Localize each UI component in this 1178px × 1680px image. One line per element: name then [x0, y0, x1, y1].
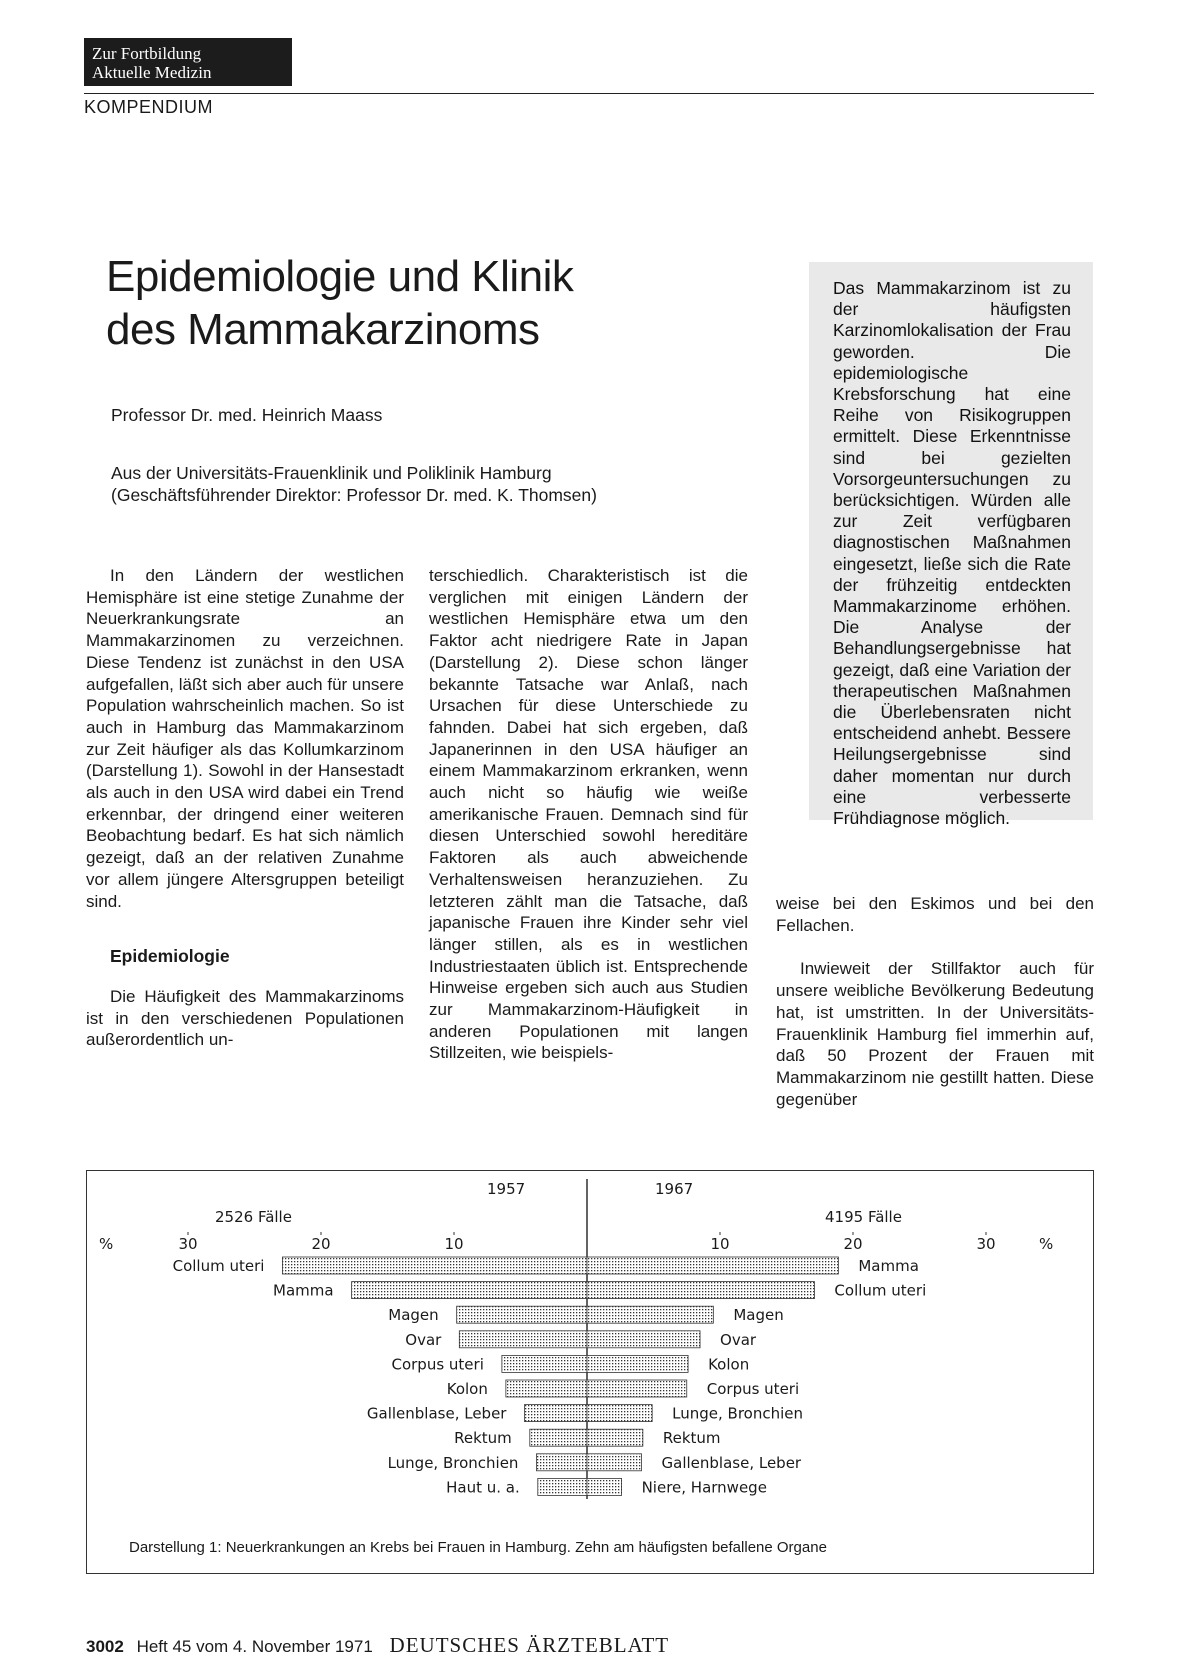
category-label-1957: Rektum	[454, 1429, 512, 1448]
category-label-1967: Kolon	[708, 1355, 750, 1374]
axis-tick-label: 10	[710, 1235, 730, 1253]
article-title	[106, 250, 726, 356]
bar-1957	[459, 1331, 587, 1348]
cases-label-left: 2526 Fälle	[215, 1208, 292, 1226]
category-label-1957: Collum uteri	[172, 1257, 265, 1275]
bar-1957	[530, 1429, 587, 1446]
affiliation-line-1: Aus der Universitäts-Frauenklinik und Poliklinik Hamburg	[111, 463, 552, 483]
paragraph: In den Ländern der westlichen Hemisphäre ist eine stetige Zunahme der Neuerkrankungsrate an Mammakarzinomen zu verzeichnen. Diese Tendenz ist zunächst in den USA aufgefallen, läßt sich aber auch für unsere Population wahrscheinlich machen. So ist auch in Hamburg das Mammakarzinom zur Zeit häufiger als das Kollumkarzinom (Darstellung 1). Sowohl in der Hansestadt als auch in den USA wird dabei ein Trend erkennbar, der dringend einer weiteren Beobachtung bedarf. Es hat sich nämlich gezeigt, daß an der relativen Zunahme vor allem jüngere Altersgruppen beteiligt sind.	[86, 566, 404, 911]
cases-label-right: 4195 Fälle	[825, 1208, 902, 1226]
bar-1957	[502, 1355, 587, 1372]
body-column-2	[429, 565, 748, 1064]
bar-1967	[587, 1429, 643, 1446]
paragraph: weise bei den Eskimos und bei den Fellachen.	[776, 894, 1094, 935]
paragraph: terschiedlich. Charakteristisch ist die verglichen mit einigen Ländern der westlichen Hemisphäre etwa um den Faktor acht niedrigere Rate in Japan (Darstellung 2). Diese schon länger bekannte Tatsache war Anlaß, nach Ursachen für diese Unterschiede zu fahnden. Dabei hat sich ergeben, daß Japanerinnen in den USA häufiger an einem Mammakarzinom erkranken, wenn auch nicht so häufig wie weiße amerikanische Frauen. Demnach sind für diesen Unterschied sowohl hereditäre Faktoren als auch abweichende Verhaltensweisen heranzuziehen. Zu letzteren zählt man die Tatsache, daß japanische Frauen ihre Kinder sehr viel länger stillen, als es in westlichen Industriestaaten üblich ist. Entsprechende Hinweise ergeben sich auch aus Studien zur Mammakarzinom-Häufigkeit in anderen Populationen mit langen Stillzeiten, wie beispiels-	[429, 566, 748, 1063]
category-label-1967: Rektum	[662, 1429, 721, 1448]
journal-name: DEUTSCHES ÄRZTEBLATT	[389, 1633, 670, 1657]
axis-tick-label: 30	[178, 1235, 198, 1253]
category-label-1967: Collum uteri	[834, 1281, 927, 1300]
bar-1967	[587, 1454, 642, 1471]
paragraph: Die Häufigkeit des Mammakarzinoms ist in den verschiedenen Populationen außerordentlich un-	[86, 986, 404, 1050]
bar-1957	[352, 1282, 587, 1299]
category-label-1957: Corpus uteri	[391, 1355, 484, 1374]
category-label-1957: Lunge, Bronchien	[387, 1453, 519, 1472]
category-label-1967: Lunge, Bronchien	[672, 1404, 804, 1423]
bar-1957	[524, 1405, 587, 1422]
axis-tick-label: 20	[843, 1235, 863, 1253]
category-label-1967: Magen	[733, 1306, 784, 1325]
series-year-left: 1957	[487, 1180, 526, 1198]
header-rule	[84, 93, 1094, 94]
body-column-1	[86, 565, 404, 1051]
category-label-1957: Kolon	[446, 1380, 488, 1398]
bar-1967	[587, 1355, 688, 1372]
issue-info: Heft 45 vom 4. November 1971	[136, 1637, 373, 1656]
title-line-1: Epidemiologie und Klinik	[106, 252, 574, 301]
category-label-1967: Corpus uteri	[706, 1380, 800, 1398]
bar-1967	[587, 1331, 700, 1348]
bar-1967	[587, 1478, 622, 1495]
series-year-right: 1967	[655, 1180, 694, 1198]
page-number: 3002	[86, 1637, 124, 1656]
category-label-1957: Ovar	[405, 1330, 442, 1349]
axis-unit-left: %	[99, 1235, 114, 1253]
affiliation-line-2: (Geschäftsführender Direktor: Professor Dr. med. K. Thomsen)	[111, 485, 597, 505]
bar-1967	[587, 1306, 713, 1323]
page-footer	[86, 1633, 669, 1658]
bar-1957	[282, 1257, 587, 1274]
abstract-box: Das Mammakarzinom ist zu der häufigsten Karzinomlokalisation der Frau geworden. Die epidemiologische Krebsforschung hat eine Reihe von Risikogruppen ermittelt. Diese Erkenntnisse sind bei gezielten Vorsorgeuntersuchungen zu berücksichtigen. Würden alle zur Zeit verfügbaren diagnostischen Maßnahmen eingesetzt, ließe sich die Rate der frühzeitig entdeckten Mammakarzinome erhöhen. Die Analyse der Behandlungsergebnisse hat gezeigt, daß eine Variation der therapeutischen Maßnahmen die Überlebensraten nicht entscheidend anhebt. Bessere Heilungsergebnisse sind daher momentan nur durch eine verbesserte Frühdiagnose möglich.	[809, 262, 1093, 820]
paragraph: Inwieweit der Stillfaktor auch für unsere weibliche Bevölkerung Bedeutung hat, ist umstritten. In der Universitäts-Frauenklinik Hamburg fiel immerhin auf, daß 50 Prozent der Frauen mit Mammakarzinom nie gestillt hatten. Diese gegenüber	[776, 959, 1094, 1109]
figure-1	[86, 1170, 1094, 1574]
category-label-1957: Gallenblase, Leber	[366, 1404, 507, 1423]
subheading-epidemiologie: Epidemiologie	[110, 946, 230, 967]
bar-1957	[457, 1306, 587, 1323]
category-label-1957: Mamma	[273, 1281, 334, 1300]
rubric-line-1: Zur Fortbildung	[92, 44, 202, 63]
bar-1957	[506, 1380, 587, 1397]
axis-tick-label: 10	[444, 1235, 464, 1253]
rubric-badge	[84, 38, 292, 86]
bar-1967	[587, 1405, 652, 1422]
axis-tick-label: 30	[976, 1235, 996, 1253]
category-label-1967: Ovar	[720, 1330, 757, 1349]
axis-tick-label: 20	[311, 1235, 331, 1253]
bar-1957	[536, 1454, 587, 1471]
title-line-2: des Mammakarzinoms	[106, 305, 540, 354]
rubric-line-2: Aktuelle Medizin	[92, 63, 212, 82]
category-label-1967: Mamma	[858, 1257, 919, 1275]
bar-1967	[587, 1282, 814, 1299]
bar-1967	[587, 1380, 687, 1397]
affiliation	[111, 462, 597, 506]
author-line: Professor Dr. med. Heinrich Maass	[111, 405, 383, 425]
butterfly-bar-chart	[87, 1171, 1093, 1531]
category-label-1967: Gallenblase, Leber	[661, 1453, 802, 1472]
category-label-1957: Haut u. a.	[446, 1478, 520, 1497]
category-label-1957: Magen	[388, 1306, 439, 1325]
bar-1967	[587, 1257, 838, 1274]
axis-unit-right: %	[1039, 1235, 1054, 1253]
category-label-1967: Niere, Harnwege	[641, 1478, 767, 1497]
section-label: KOMPENDIUM	[84, 97, 214, 117]
bar-1957	[538, 1478, 587, 1495]
figure-caption: Darstellung 1: Neuerkrankungen an Krebs bei Frauen in Hamburg. Zehn am häufigsten befallene Organe	[129, 1539, 827, 1556]
body-column-3	[776, 893, 1094, 1110]
